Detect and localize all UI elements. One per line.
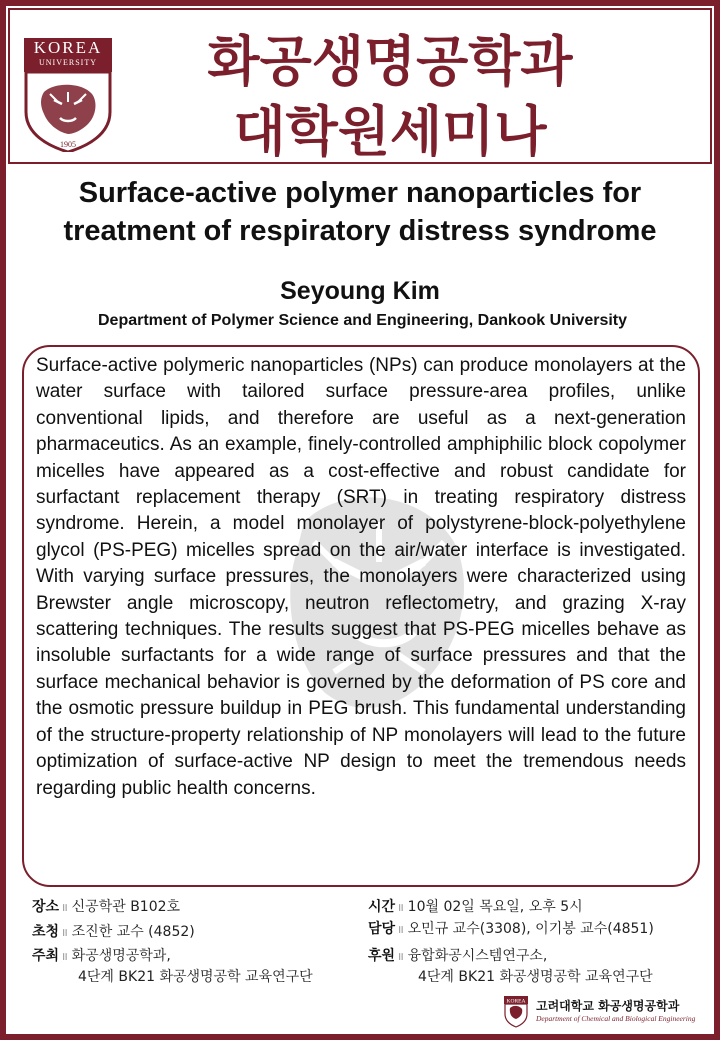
department-title: 화공생명공학과 bbox=[207, 30, 573, 93]
info-time-value: 10월 02일 목요일, 오후 5시 bbox=[407, 899, 583, 915]
talk-title-line2: treatment of respiratory distress syndrome bbox=[63, 215, 657, 247]
speaker-name: Seyoung Kim bbox=[280, 277, 440, 305]
info-time-key: 시간 bbox=[368, 899, 396, 915]
info-contact bbox=[368, 918, 654, 941]
crest-year: 1905 bbox=[60, 140, 76, 149]
info-host-key: 초청 bbox=[32, 924, 60, 940]
info-sponsor-line2: 4단계 BK21 화공생명공학 교육연구단 bbox=[418, 969, 653, 985]
info-organizer-value1: 화공생명공학과, bbox=[71, 948, 171, 964]
info-time bbox=[368, 896, 583, 919]
korea-university-logo-icon bbox=[504, 996, 528, 1028]
footer-logo-text: KOREA bbox=[506, 998, 526, 1005]
footer-name-en: Department of Chemical and Biological Engineering bbox=[536, 1014, 696, 1023]
info-sponsor-value1: 융합화공시스템연구소, bbox=[407, 948, 548, 964]
info-organizer bbox=[32, 945, 171, 968]
info-contact-key: 담당 bbox=[368, 921, 396, 937]
info-host-value: 조진한 교수 (4852) bbox=[71, 924, 195, 940]
separator: ॥ bbox=[397, 923, 404, 936]
info-venue-value: 신공학관 B102호 bbox=[71, 899, 181, 915]
speaker-affiliation: Department of Polymer Science and Engineering, Dankook University bbox=[97, 312, 628, 329]
separator: ॥ bbox=[397, 901, 404, 914]
header bbox=[8, 8, 712, 164]
footer-name-ko: 고려대학교 화공생명공학과 bbox=[536, 999, 680, 1013]
info-organizer-line2: 4단계 BK21 화공생명공학 교육연구단 bbox=[78, 969, 313, 985]
crest-university-text: UNIVERSITY bbox=[39, 58, 97, 67]
seminar-title: 대학원세미나 bbox=[233, 100, 547, 163]
footer-department bbox=[536, 998, 716, 1024]
abstract-text: Surface-active polymeric nanoparticles (NPs) can produce monolayers at the water surface with tailored surface pressure-area profiles, unlike conventional lipids, and therefore are useful as a next-generation pharmaceutics. As an example, finely-controlled amphiphilic block copolymer micelles have appeared as a cost-effective and robust candidate for surfactant replacement therapy (SRT) in treating respiratory distress syndrome. Herein, a model monolayer of polystyrene-block-polyethylene glycol (PS-PEG) micelles spread on the air/water interface is investigated. With varying surface pressures, the monolayers were characterized using Brewster angle microscopy, neutron reflectometry, and grazing X-ray scattering techniques. The results suggest that PS-PEG micelles behave as insoluble surfactants for a wide range of surface pressures and that the surface mechanical behavior is governed by the deformation of PS core and the osmotic pressure buildup in PEG brush. This fundamental understanding of the structure-property relationship of NP monolayers will lead to the future optimization of surface-active NP design to meet the tremendous needs regarding public health concerns. bbox=[36, 355, 686, 799]
crest-korea-text: KOREA bbox=[33, 38, 103, 57]
info-sponsor-key: 후원 bbox=[368, 948, 396, 964]
korea-university-crest bbox=[24, 38, 112, 162]
abstract-box bbox=[22, 345, 700, 887]
info-venue-key: 장소 bbox=[32, 899, 60, 915]
info-sponsor bbox=[368, 945, 547, 968]
info-contact-value: 오민규 교수(3308), 이기봉 교수(4851) bbox=[407, 921, 654, 937]
separator: ॥ bbox=[61, 901, 68, 914]
crest-band bbox=[24, 38, 112, 72]
talk-title-line1: Surface-active polymer nanoparticles for bbox=[78, 177, 642, 209]
separator: ॥ bbox=[61, 926, 68, 939]
info-venue bbox=[32, 896, 180, 919]
separator: ॥ bbox=[61, 950, 68, 963]
info-organizer-key: 주최 bbox=[32, 948, 60, 964]
separator: ॥ bbox=[397, 950, 404, 963]
talk-title bbox=[10, 174, 710, 250]
info-host bbox=[32, 921, 195, 944]
